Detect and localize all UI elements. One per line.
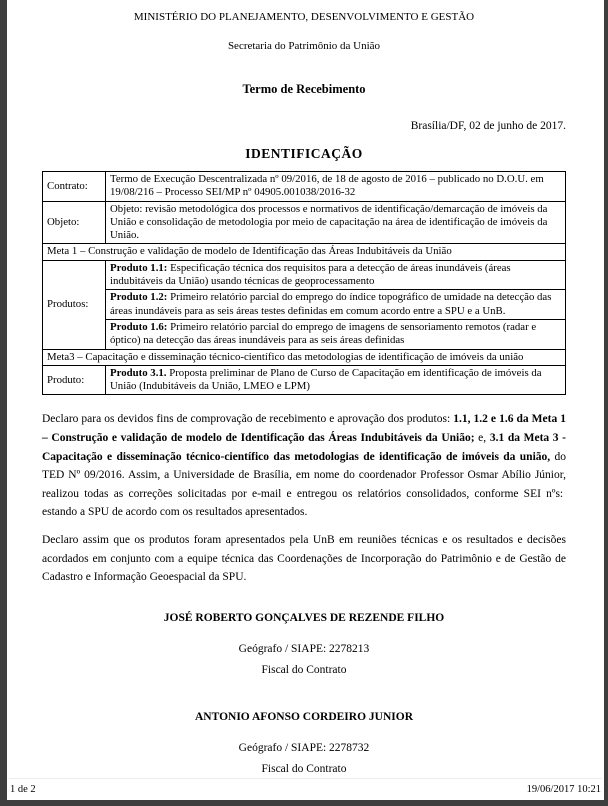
document-page (7, 0, 604, 800)
produto-3-1-text: Proposta preliminar de Plano de Curso de Capacitação em identificação de imóveis da União (Indubitáveis da União, LMEO e LPM) (110, 366, 542, 393)
table-row-contrato (43, 172, 566, 202)
produto-3-1-value (106, 365, 566, 395)
table-row-produto-1-2 (43, 290, 566, 320)
meta3-header: Meta3 – Capacitação e disseminação técnico-científico das metodologias de identificação de imóveis da união (43, 349, 566, 365)
objeto-label: Objeto: (43, 201, 106, 244)
produto-1-6-value (106, 319, 566, 349)
table-row-produto-3-1 (43, 365, 566, 395)
table-row-produto-1-6 (43, 319, 566, 349)
declaration-paragraph-1 (42, 410, 566, 522)
produto-label: Produto: (43, 365, 106, 395)
declaration1-seg4-bold: 3.1 da Meta 3 - Capacitação e disseminação técnico-científico das metodologias de identificação de imóveis da união, (42, 432, 567, 463)
signature-1-function: Fiscal do Contrato (261, 663, 347, 676)
produto-3-1-code: Produto 3.1. (110, 366, 167, 379)
section-title-identificacao: IDENTIFICAÇÃO (245, 146, 363, 161)
signature-1-role: Geógrafo / SIAPE: 2278213 (238, 642, 370, 655)
produto-1-1-value (106, 260, 566, 290)
meta1-header: Meta 1 – Construção e validação de modelo de Identificação das Áreas Indubitáveis da União (43, 244, 566, 260)
declaration1-seg1: Declaro para os devidos fins de comprovação de recebimento e aprovação dos produtos: (42, 413, 454, 426)
produto-1-1-text: Especificação técnica dos requisitos para a detecção de áreas inundáveis (áreas indubitáveis da União) usando técnicas de geoprocessamento (110, 261, 511, 288)
table-row-meta1 (43, 244, 566, 260)
declaration1-seg5: do TED Nº 09/2016. Assim, a Universidade de Brasília, em nome do coordenador Professor Osmar Abílio Júnior, realizou todas as correções solicitadas por e-mail e entregou os relatórios consolidados, conforme SEI nºs: estando a SPU de acordo com os resultados apresentados. (42, 450, 567, 519)
table-row-meta3 (43, 349, 566, 365)
declaration1-seg2-bold: 1.1, 1.2 e 1.6 da Meta 1 – Construção e validação de modelo de Identificação das Áreas Indubitáveis da União; (42, 413, 566, 445)
dateline: Brasília/DF, 02 de junho de 2017. (410, 120, 566, 132)
print-timestamp: 19/06/2017 10:21 (526, 784, 601, 795)
contrato-label: Contrato: (43, 172, 106, 202)
signature-1-name: JOSÉ ROBERTO GONÇALVES DE REZENDE FILHO (163, 611, 445, 624)
ministry-header: MINISTÉRIO DO PLANEJAMENTO, DESENVOLVIMENTO E GESTÃO (133, 11, 475, 23)
signature-block-1 (42, 611, 566, 677)
document-title: Termo de Recebimento (242, 82, 366, 96)
produto-1-1-code: Produto 1.1: (110, 261, 168, 274)
table-row-objeto (43, 201, 566, 244)
identification-table (42, 171, 566, 395)
produto-1-2-value (106, 290, 566, 320)
produto-1-2-text: Primeiro relatório parcial do emprego do índice topográfico de umidade na detecção das áreas inundáveis para as seis áreas testes definidas em comum acordo entre a SPU e a UnB. (110, 291, 552, 317)
produtos-label: Produtos: (43, 260, 106, 349)
signature-block-2 (42, 710, 566, 776)
contrato-value: Termo de Execução Descentralizada nº 09/2016, de 18 de agosto de 2016 – publicado no D.O.U. em 19/08/216 – Processo SEI/MP nº 04905.001038/2016-32 (106, 172, 566, 202)
signature-2-role: Geógrafo / SIAPE: 2278732 (238, 741, 370, 754)
signature-2-name: ANTONIO AFONSO CORDEIRO JUNIOR (195, 710, 413, 723)
declaration-paragraph-2: Declaro assim que os produtos foram apresentados pela UnB em reuniões técnicas e os resultados e decisões acordados em conjunto com a equipe técnica das Coordenações de Incorporação do Patrimônio e de Gestão de Cadastro e Informação Geoespacial da SPU. (42, 534, 566, 584)
page-footer (9, 778, 602, 798)
page-number: 1 de 2 (10, 784, 36, 795)
produto-1-2-code: Produto 1.2: (110, 291, 168, 304)
objeto-value: Objeto: revisão metodológica dos processos e normativos de identificação/demarcação de imóveis da União e consolidação de metodologia por meio de capacitação na área de identificação de imóveis da União. (106, 201, 566, 244)
declaration1-seg3: e, (474, 432, 490, 445)
page-content (7, 0, 604, 776)
produto-1-6-code: Produto 1.6: (110, 320, 168, 333)
secretariat-subheader: Secretaria do Patrimônio da União (227, 40, 381, 52)
signature-2-function: Fiscal do Contrato (261, 762, 347, 775)
table-row-produto-1-1 (43, 260, 566, 290)
produto-1-6-text: Primeiro relatório parcial do emprego de imagens de sensoriamento remotos (radar e óptico) na detecção das áreas inundáveis para as seis áreas definidas (110, 320, 537, 347)
